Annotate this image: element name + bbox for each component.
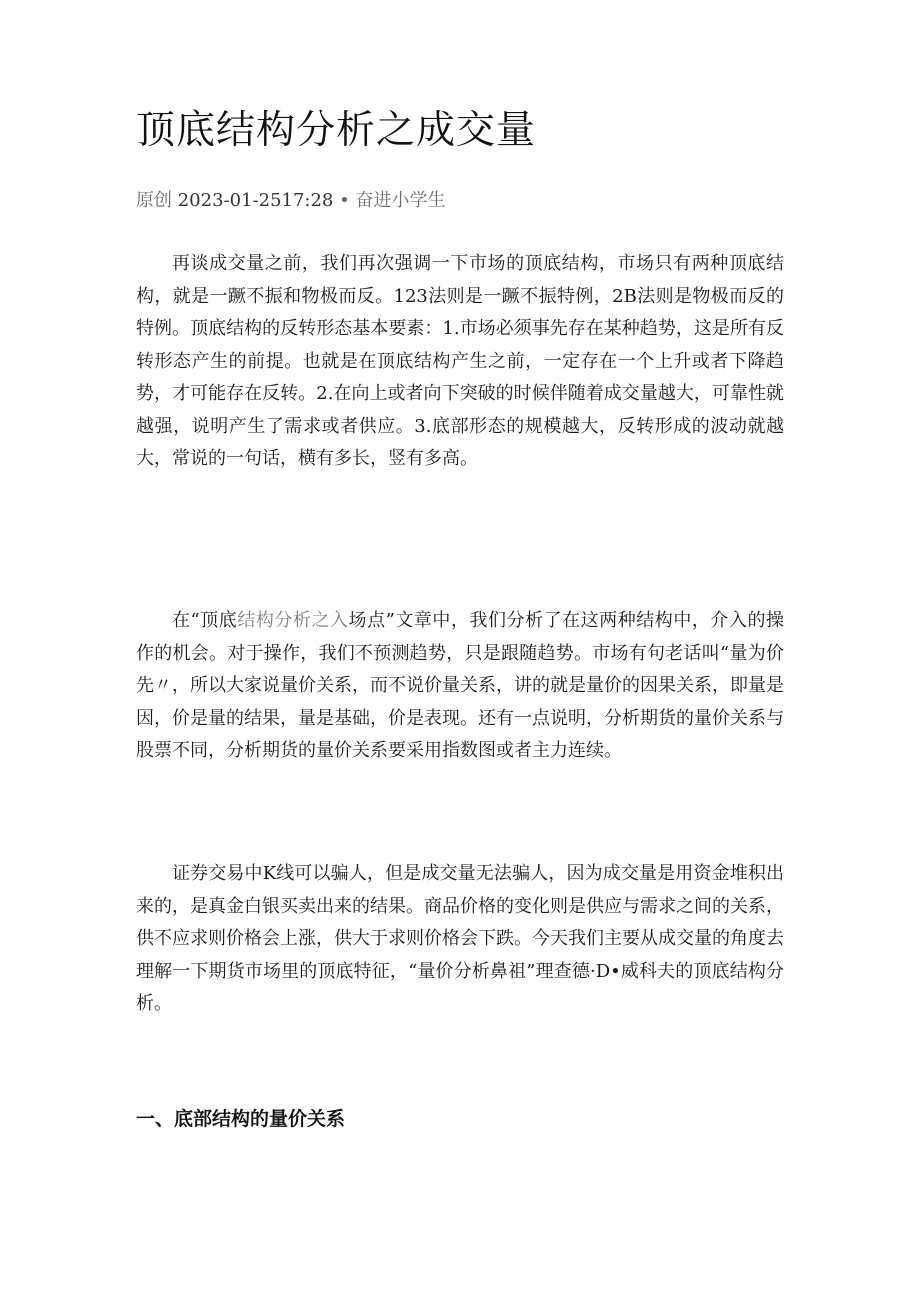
article-title: 顶底结构分析之成交量: [136, 108, 537, 153]
original-badge: 原创: [136, 190, 172, 211]
paragraph-2-before: 在“顶底: [172, 610, 238, 631]
paragraph-2: [136, 605, 784, 768]
article-meta: [136, 186, 445, 212]
meta-separator: •: [339, 190, 350, 211]
section-heading: 一、底部结构的量价关系: [136, 1108, 346, 1130]
article-link[interactable]: 结构分析之入: [237, 610, 349, 631]
author-name[interactable]: 奋进小学生: [355, 190, 446, 211]
paragraph-3: 证券交易中K线可以骗人，但是成交量无法骗人，因为成交量是用资金堆积出来的，是真金白银买卖出来的结果。商品价格的变化则是供应与需求之间的关系，供不应求则价格会上涨，供大于求则价格会下跌。今天我们主要从成交量的角度去理解一下期货市场里的顶底特征，“量价分析鼻祖”理查德·D•威科夫的顶底结构分析。: [136, 863, 784, 1014]
publish-datetime: 2023-01-2517:28: [177, 190, 334, 211]
paragraph-1: 再谈成交量之前，我们再次强调一下市场的顶底结构，市场只有两种顶底结构，就是一蹶不振和物极而反。123法则是一蹶不振特例，2B法则是物极而反的特例。顶底结构的反转形态基本要素：1.市场必须事先存在某种趋势，这是所有反转形态产生的前提。也就是在顶底结构产生之前，一定存在一个上升或者下降趋势，才可能存在反转。2.在向上或者向下突破的时候伴随着成交量越大，可靠性就越强，说明产生了需求或者供应。3.底部形态的规模越大，反转形成的波动就越大，常说的一句话，横有多长，竖有多高。: [136, 253, 784, 469]
paragraph-2-after: 场点”文章中，我们分析了在这两种结构中，介入的操作的机会。对于操作，我们不预测趋势，只是跟随趋势。市场有句老话叫“量为价先〃，所以大家说量价关系，而不说价量关系，讲的就是量价的因果关系，即量是因，价是量的结果，量是基础，价是表现。还有一点说明，分析期货的量价关系与股票不同，分析期货的量价关系要采用指数图或者主力连续。: [136, 610, 785, 761]
